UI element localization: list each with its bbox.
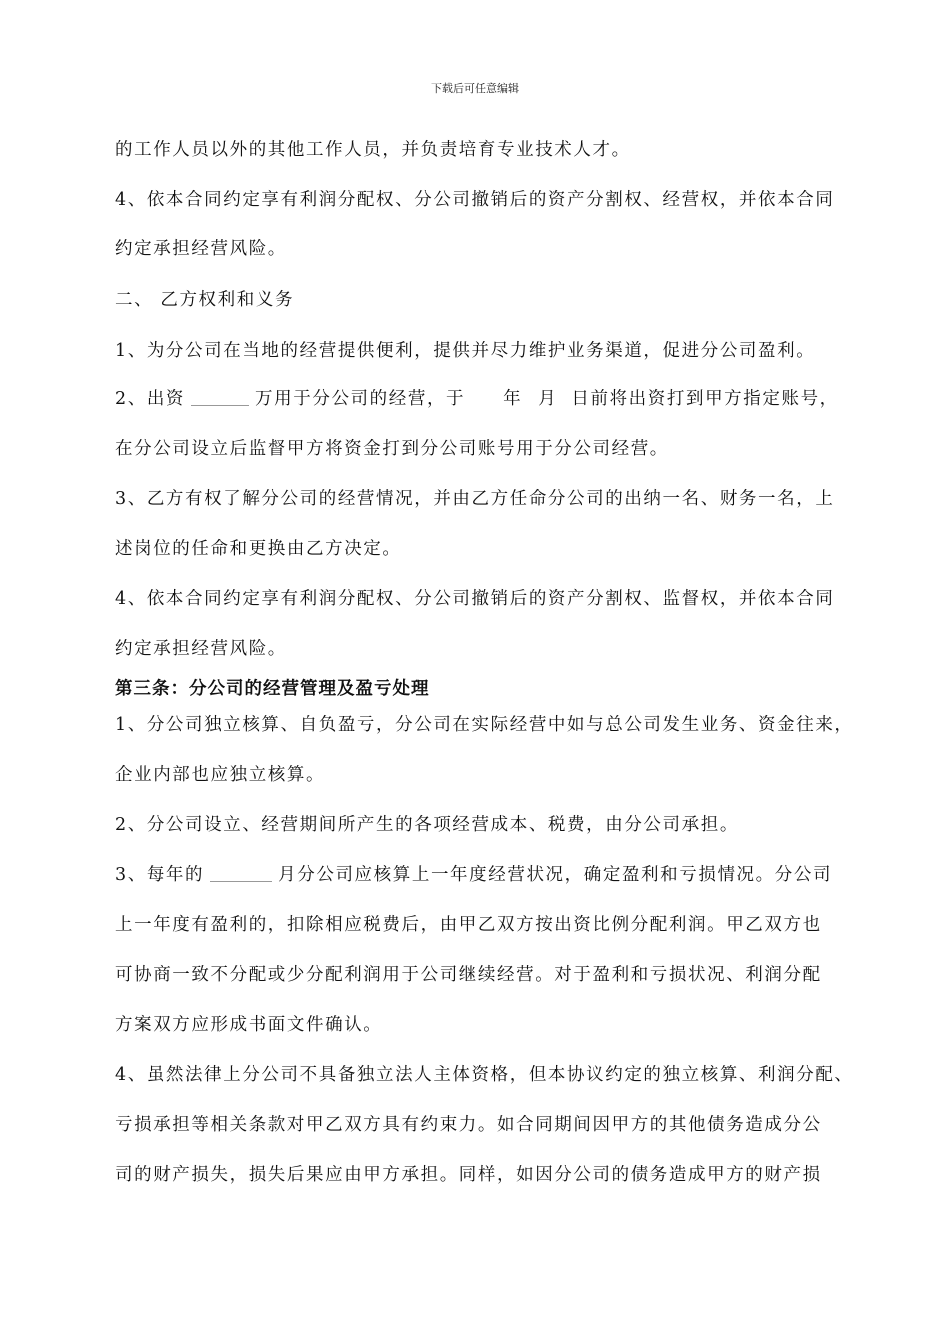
blank-field — [191, 387, 249, 406]
text-line: 4、虽然法律上分公司不具备独立法人主体资格，但本协议约定的独立核算、利润分配、 — [115, 1065, 854, 1085]
text-segment: 万用于分公司的经营，于 — [255, 389, 466, 409]
article-heading: 第三条：分公司的经营管理及盈亏处理 — [115, 679, 430, 699]
text-line: 2、分公司设立、经营期间所产生的各项经营成本、税费，由分公司承担。 — [115, 815, 739, 835]
blank-field — [210, 863, 272, 882]
text-line: 约定承担经营风险。 — [115, 639, 287, 659]
section-heading: 二、 乙方权利和义务 — [115, 290, 295, 310]
text-segment: 月分公司应核算上一年度经营状况，确定盈利和亏损情况。分公司 — [278, 865, 833, 885]
text-line-with-blanks — [115, 386, 839, 412]
text-line: 企业内部也应独立核算。 — [115, 765, 326, 785]
text-line: 上一年度有盈利的，扣除相应税费后，由甲乙双方按出资比例分配利润。甲乙双方也 — [115, 915, 822, 935]
text-line: 亏损承担等相关条款对甲乙双方具有约束力。如合同期间因甲方的其他债务造成分公 — [115, 1115, 822, 1135]
page-header: 下载后可任意编辑 — [431, 82, 519, 95]
text-segment: 2、出资 — [115, 389, 186, 409]
text-line: 的工作人员以外的其他工作人员，并负责培育专业技术人才。 — [115, 140, 631, 160]
text-line: 司的财产损失，损失后果应由甲方承担。同样，如因分公司的债务造成甲方的财产损 — [115, 1165, 822, 1185]
text-line: 1、分公司独立核算、自负盈亏，分公司在实际经营中如与总公司发生业务、资金往来， — [115, 715, 854, 735]
text-line: 述岗位的任命和更换由乙方决定。 — [115, 539, 402, 559]
text-segment: 日前将出资打到甲方指定账号， — [571, 389, 839, 409]
text-line: 方案双方应形成书面文件确认。 — [115, 1015, 383, 1035]
text-line-with-blanks — [115, 862, 832, 888]
text-line: 3、乙方有权了解分公司的经营情况，并由乙方任命分公司的出纳一名、财务一名，上 — [115, 489, 835, 509]
text-line: 可协商一致不分配或少分配利润用于公司继续经营。对于盈利和亏损状况、利润分配 — [115, 965, 822, 985]
text-line: 4、依本合同约定享有利润分配权、分公司撤销后的资产分割权、监督权，并依本合同 — [115, 589, 835, 609]
text-line: 在分公司设立后监督甲方将资金打到分公司账号用于分公司经营。 — [115, 439, 669, 459]
text-segment: 月 — [538, 389, 558, 409]
text-line: 1、为分公司在当地的经营提供便利，提供并尽力维护业务渠道，促进分公司盈利。 — [115, 341, 816, 361]
text-segment: 年 — [503, 389, 523, 409]
text-line: 约定承担经营风险。 — [115, 239, 287, 259]
text-line: 4、依本合同约定享有利润分配权、分公司撤销后的资产分割权、经营权，并依本合同 — [115, 190, 835, 210]
text-segment: 3、每年的 — [115, 865, 205, 885]
